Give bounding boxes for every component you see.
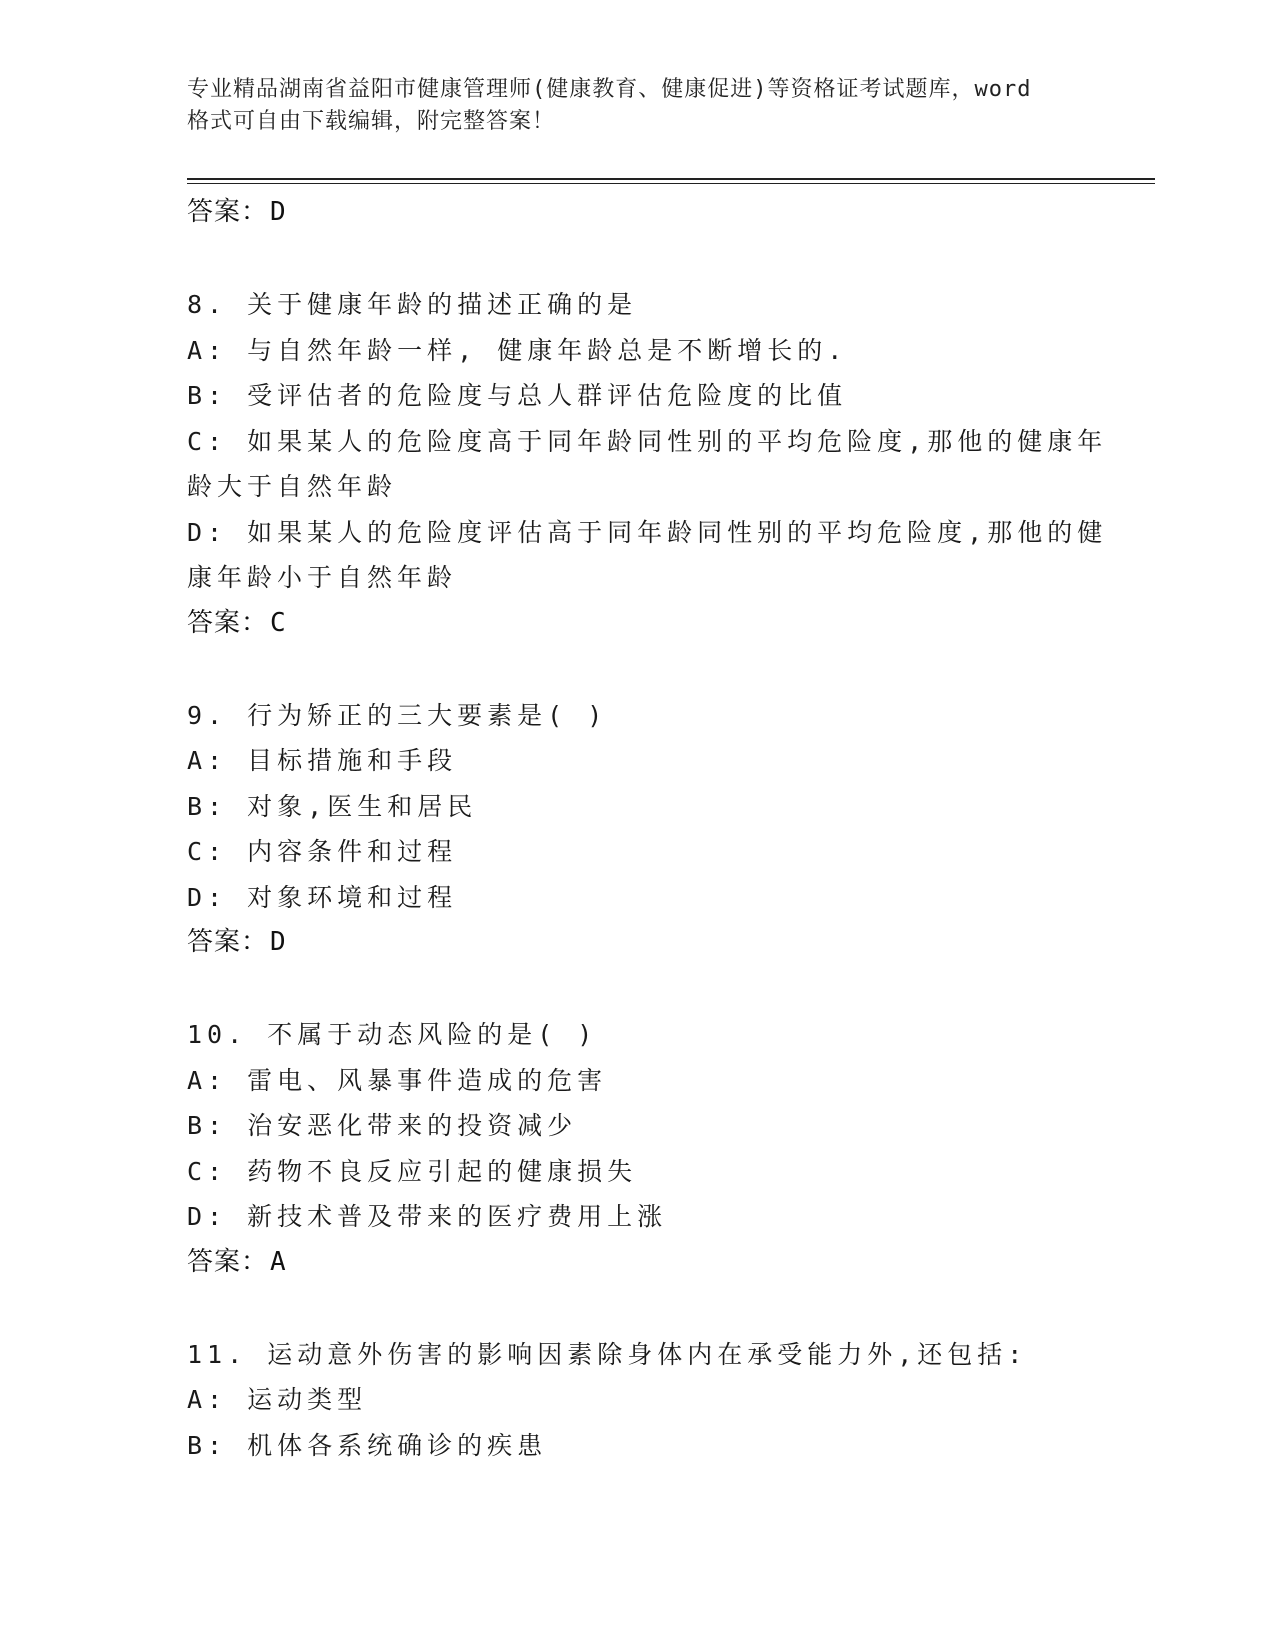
- option-c: C: 内容条件和过程: [187, 837, 458, 866]
- option-c-continued: 龄大于自然年龄: [187, 472, 398, 501]
- answer-value: A: [270, 1246, 287, 1277]
- option-a: A: 雷电、风暴事件造成的危害: [187, 1065, 608, 1095]
- question-list: [187, 188, 1108, 1468]
- answer-line: [187, 601, 1087, 645]
- question-stem: 9. 行为矫正的三大要素是( ): [187, 700, 608, 730]
- option-b: B: 受评估者的危险度与总人群评估危险度的比值: [187, 381, 848, 410]
- answer-label: 答案：: [187, 607, 269, 638]
- question-10: [187, 1012, 1087, 1284]
- question-9: [187, 693, 1087, 965]
- header-line-1: 专业精品湖南省益阳市健康管理师(健康教育、健康促进)等资格证考试题库，word: [187, 77, 1032, 102]
- question-11: [187, 1332, 1087, 1469]
- option-a: A: 运动类型: [187, 1385, 368, 1414]
- option-a: A: 目标措施和手段: [187, 746, 458, 775]
- header-divider-thick: [187, 178, 1155, 180]
- question-stem: 10. 不属于动态风险的是( ): [187, 1020, 598, 1049]
- option-c: C: 如果某人的危险度高于同年龄同性别的平均危险度,那他的健康年: [187, 426, 1108, 456]
- question-stem: 11. 运动意外伤害的影响因素除身体内在承受能力外,还包括:: [187, 1339, 1028, 1369]
- page-header: [187, 74, 1087, 138]
- answer-value: D: [270, 927, 287, 957]
- answer-line: [187, 190, 1087, 234]
- answer-value: D: [270, 197, 287, 227]
- header-divider-thin: [187, 183, 1155, 184]
- answer-line: [187, 920, 1087, 964]
- option-d: D: 对象环境和过程: [187, 882, 458, 912]
- question-8: [187, 282, 1108, 645]
- header-line-2: 格式可自由下载编辑，附完整答案！: [187, 109, 556, 134]
- option-b: B: 治安恶化带来的投资减少: [187, 1111, 578, 1140]
- answer-value: C: [270, 607, 287, 638]
- option-c: C: 药物不良反应引起的健康损失: [187, 1156, 638, 1186]
- answer-label: 答案：: [187, 927, 269, 957]
- question-stem: 8. 关于健康年龄的描述正确的是: [187, 290, 638, 319]
- answer-label: 答案：: [187, 1246, 269, 1277]
- option-d: D: 新技术普及带来的医疗费用上涨: [187, 1202, 668, 1231]
- option-b: B: 机体各系统确诊的疾患: [187, 1430, 548, 1460]
- option-d-continued: 康年龄小于自然年龄: [187, 563, 458, 592]
- option-a: A: 与自然年龄一样, 健康年龄总是不断增长的.: [187, 335, 848, 365]
- answer-line: [187, 1240, 1087, 1284]
- option-d: D: 如果某人的危险度评估高于同年龄同性别的平均危险度,那他的健: [187, 517, 1108, 547]
- answer-label: 答案：: [187, 197, 269, 227]
- option-b: B: 对象,医生和居民: [187, 791, 478, 821]
